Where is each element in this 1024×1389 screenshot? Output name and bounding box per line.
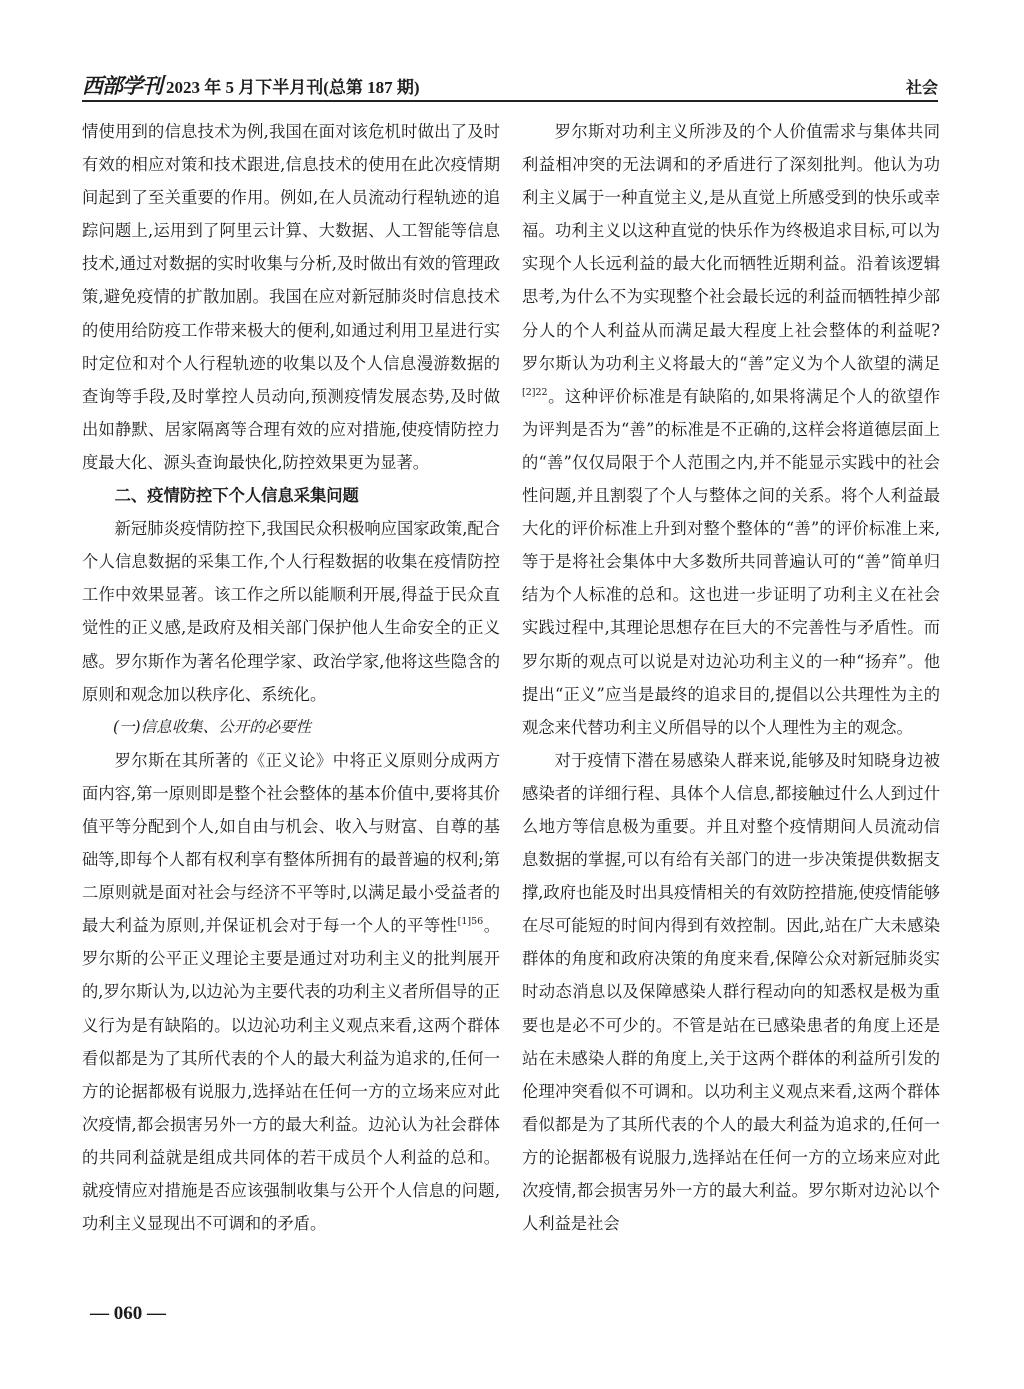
section-heading: 二、疫情防控下个人信息采集问题	[114, 486, 359, 506]
paragraph-text: 罗尔斯在其所著的《正义论》中将正义原则分成两方面内容,第一原则即是整个社会整体的基本价值中,要将其价值平等分配到个人,如自由与机会、收入与财富、自尊的基础等,即每个人都有权利享有整体所拥有的最普遍的权利;第二原则就是面对社会与经济不平等时,以满足最小受益者的最大利益为原则,并保证机会对于每一个人的平等性	[82, 750, 500, 936]
citation-superscript: [1]56	[457, 916, 484, 928]
journal-logo: 西部学刊	[82, 73, 162, 98]
paragraph	[82, 744, 500, 1240]
running-header	[82, 70, 938, 102]
paragraph: 情使用到的信息技术为例,我国在面对该危机时做出了及时有效的相应对策和技术跟进,信息技术的使用在此次疫情期间起到了至关重要的作用。例如,在人员流动行程轨迹的追踪问题上,运用到了阿里云计算、大数据、人工智能等信息技术,通过对数据的实时收集与分析,及时做出有效的管理政策,避免疫情的扩散加剧。我国在应对新冠肺炎时信息技术的使用给防疫工作带来极大的便利,如通过利用卫星进行实时定位和对个人行程轨迹的收集以及个人信息漫游数据的查询等手段,及时掌控人员动向,预测疫情发展态势,及时做出如静默、居家隔离等合理有效的应对措施,使疫情防控力度最大化、源头查询最快化,防控效果更为显著。	[82, 122, 500, 472]
right-column	[522, 115, 940, 1240]
citation-superscript: [2]22	[522, 386, 548, 398]
paragraph-text: 。罗尔斯的公平正义理论主要是通过对功利主义的批判展开的,罗尔斯认为,以边沁为主要代表的功利主义者所倡导的正义行为是有缺陷的。以边沁功利主义观点来看,这两个群体看似都是为了其所代表的个人的最大利益为追求的,任何一方的论据都极有说服力,选择站在任何一方的立场来应对此次疫情,都会损害另外一方的最大利益。边沁认为社会群体的共同利益就是组成共同体的若干成员个人利益的总和。就疫情应对措施是否应该强制收集与公开个人信息的问题,功利主义显现出不可调和的矛盾。	[82, 916, 500, 1234]
paragraph	[522, 115, 940, 744]
paragraph-text: 。这种评价标准是有缺陷的,如果将满足个人的欲望作为评判是否为“善”的标准是不正确的,这样会将道德层面上的“善”仅仅局限于个人范围之内,并不能显示实践中的社会性问题,并且割裂了个人与整体之间的关系。将个人利益最大化的评价标准上升到对整个整体的“善”的评价标准上来,等于是将社会集体中大多数所共同普遍认可的“善”简单归结为个人标准的总和。这也进一步证明了功利主义在社会实践过程中,其理论思想存在巨大的不完善性与矛盾性。而罗尔斯的观点可以说是对边沁功利主义的一种“扬弃”。他提出“正义”应当是最终的追求目的,提倡以公共理性为主的观念来代替功利主义所倡导的以个人理性为主的观念。	[522, 386, 940, 737]
left-column	[82, 115, 500, 1240]
subsection-heading: (一)信息收集、公开的必要性	[113, 717, 312, 736]
issue-info: 2023 年 5 月下半月刊(总第 187 期)	[166, 78, 420, 97]
paragraph: 新冠肺炎疫情防控下,我国民众积极响应国家政策,配合个人信息数据的采集工作,个人行程数据的收集在疫情防控工作中效果显著。该工作之所以能顺利开展,得益于民众直觉性的正义感,是政府及相关部门保护他人生命安全的正义感。罗尔斯作为著名伦理学家、政治学家,他将这些隐含的原则和观念加以秩序化、系统化。	[82, 519, 500, 704]
section-label: 社会	[905, 78, 938, 97]
page-number: — 060 —	[90, 1303, 166, 1324]
paragraph: 对于疫情下潜在易感染人群来说,能够及时知晓身边被感染者的详细行程、具体个人信息,都接触过什么人到过什么地方等信息极为重要。并且对整个疫情期间人员流动信息数据的掌握,可以有给有关部门的进一步决策提供数据支撑,政府也能及时出具疫情相关的有效防控措施,使疫情能够在尽可能短的时间内得到有效控制。因此,站在广大未感染群体的角度和政府决策的角度来看,保障公众对新冠肺炎实时动态消息以及保障感染人群行程动向的知悉权是极为重要也是必不可少的。不管是站在已感染患者的角度上还是站在未感染人群的角度上,关于这两个群体的利益所引发的伦理冲突看似不可调和。以功利主义观点来看,这两个群体看似都是为了其所代表的个人的最大利益为追求的,任何一方的论据都极有说服力,选择站在任何一方的立场来应对此次疫情,都会损害另外一方的最大利益。罗尔斯对边沁以个人利益是社会	[522, 750, 940, 1234]
paragraph-text: 罗尔斯对功利主义所涉及的个人价值需求与集体共同利益相冲突的无法调和的矛盾进行了深刻批判。他认为功利主义属于一种直觉主义,是从直觉上所感受到的快乐或幸福。功利主义以这种直觉的快乐作为终极追求目标,可以为实现个人长远利益的最大化而牺牲近期利益。沿着该逻辑思考,为什么不为实现整个社会最长远的利益而牺牲掉少部分人的个人利益从而满足最大程度上社会整体的利益呢? 罗尔斯认为功利主义将最大的“善”定义为个人欲望的满足	[522, 122, 940, 373]
journal-info	[82, 75, 420, 100]
